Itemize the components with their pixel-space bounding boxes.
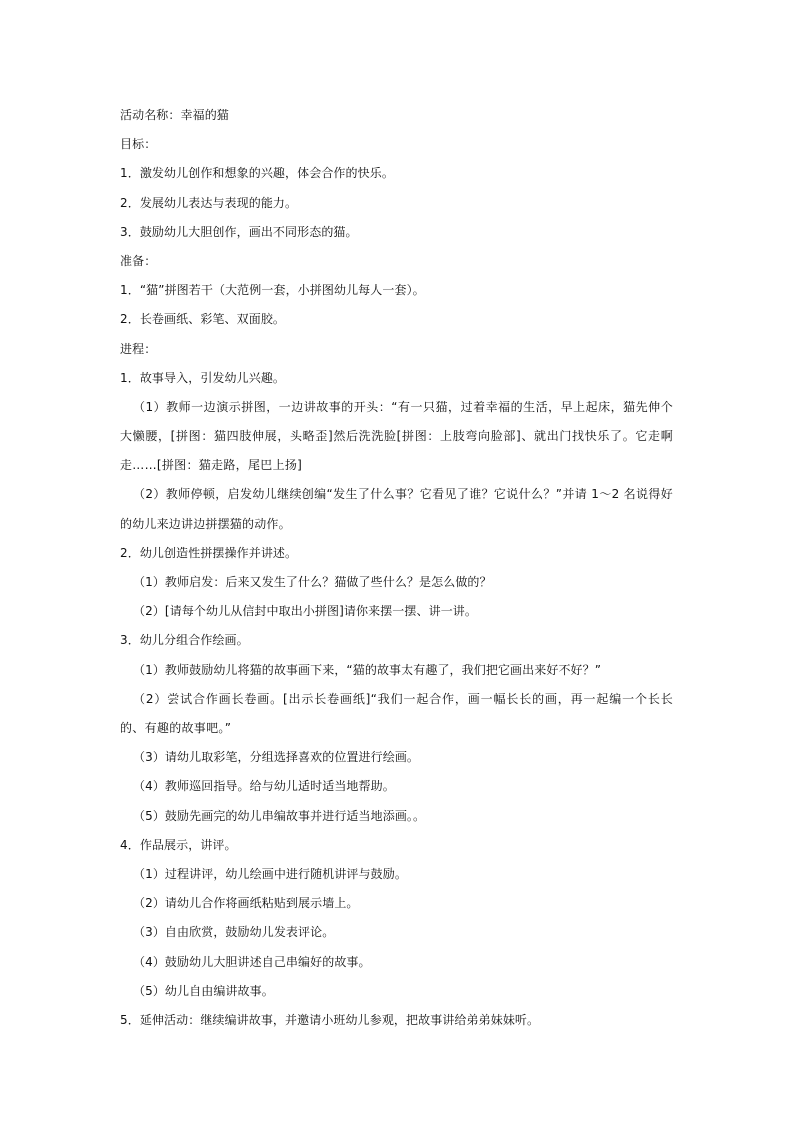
document-body xyxy=(120,101,680,1035)
step-heading: 3．幼儿分组合作绘画。 xyxy=(120,633,249,648)
step-item: （2）[请每个幼儿从信封中取出小拼图]请你来摆一摆、讲一讲。 xyxy=(133,604,478,619)
step-heading: 2．幼儿创造性拼摆操作并讲述。 xyxy=(120,545,298,560)
step-heading: 1．故事导入，引发幼儿兴趣。 xyxy=(120,370,286,385)
step-paragraph: （2）教师停顿，启发幼儿继续创编“发生了什么事？它看见了谁？它说什么？”并请 1～2 名说得好的幼儿来边讲边拼摆猫的动作。 xyxy=(120,487,673,531)
step-item: （3）自由欣赏，鼓励幼儿发表评论。 xyxy=(133,925,335,940)
step-paragraph: （1）教师一边演示拼图，一边讲故事的开头：“有一只猫，过着幸福的生活，早上起床，猫先伸个大懒腰，[拼图：猫四肢伸展，头略歪]然后洗洗脸[拼图：上肢弯向脸部]、就出门找快乐了。它走啊走……[拼图：猫走路，尾巴上扬] xyxy=(120,399,673,473)
step-heading: 5．延伸活动：继续编讲故事，并邀请小班幼儿参观，把故事讲给弟弟妹妹听。 xyxy=(120,1012,540,1027)
prep-heading: 准备： xyxy=(120,253,157,268)
goals-heading: 目标： xyxy=(120,137,157,152)
step-item: （3）请幼儿取彩笔，分组选择喜欢的位置进行绘画。 xyxy=(133,750,420,765)
step-heading: 4．作品展示，讲评。 xyxy=(120,837,237,852)
step-paragraph: （2）尝试合作画长卷画。[出示长卷画纸]“我们一起合作，画一幅长长的画，再一起编一个长长的、有趣的故事吧。” xyxy=(120,691,673,736)
goal-item: 3．鼓励幼儿大胆创作，画出不同形态的猫。 xyxy=(120,224,358,239)
process-heading: 进程： xyxy=(120,341,157,356)
step-item: （4）教师巡回指导。给与幼儿适时适当地帮助。 xyxy=(133,779,395,794)
step-item: （5）幼儿自由编讲故事。 xyxy=(133,983,274,998)
prep-item: 2．长卷画纸、彩笔、双面胶。 xyxy=(120,312,286,327)
goal-item: 1．激发幼儿创作和想象的兴趣，体会合作的快乐。 xyxy=(120,166,394,181)
activity-title: 活动名称：幸福的猫 xyxy=(120,108,229,122)
step-item: （5）鼓励先画完的幼儿串编故事并进行适当地添画。。 xyxy=(133,808,426,823)
step-item: （1）教师鼓励幼儿将猫的故事画下来，“猫的故事太有趣了，我们把它画出来好不好？” xyxy=(133,662,602,677)
step-item: （1）教师启发：后来又发生了什么？猫做了些什么？是怎么做的？ xyxy=(133,575,492,590)
step-item: （1）过程讲评，幼儿绘画中进行随机讲评与鼓励。 xyxy=(133,866,407,881)
prep-item: 1．“猫”拼图若干（大范例一套，小拼图幼儿每人一套）。 xyxy=(120,283,425,298)
goal-item: 2．发展幼儿表达与表现的能力。 xyxy=(120,195,298,210)
step-item: （2）请幼儿合作将画纸粘贴到展示墙上。 xyxy=(133,896,359,911)
step-item: （4）鼓励幼儿大胆讲述自己串编好的故事。 xyxy=(133,954,371,969)
